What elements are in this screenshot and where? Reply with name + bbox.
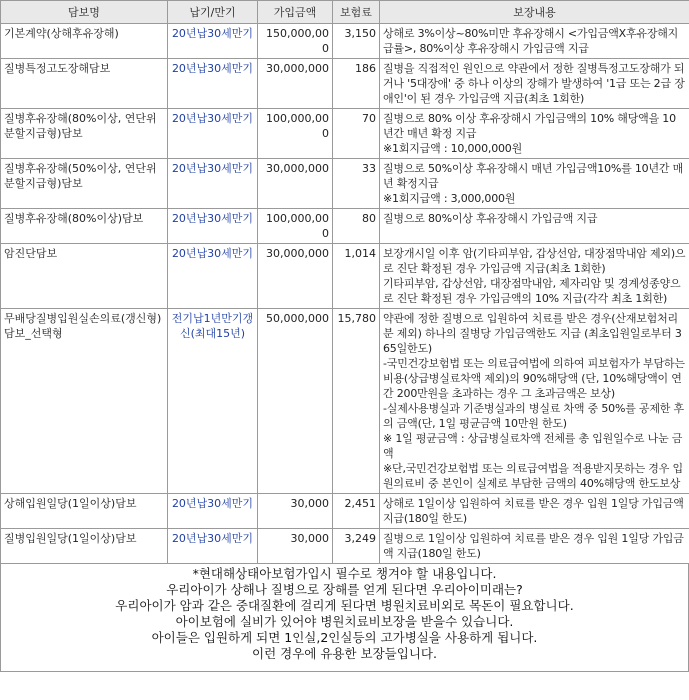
notice-box — [0, 564, 689, 672]
detail-line: 상해로 3%이상~80%미만 후유장해시 <가입금액X후유장해지급률>, 80%이상 후유장해시 가입금액 지급 — [383, 27, 679, 55]
coverage-name: 기본계약(상해후유장해) — [1, 24, 168, 59]
payment-term: 20년납30세만기 — [168, 109, 258, 159]
premium: 33 — [333, 159, 380, 209]
table-row — [1, 159, 689, 209]
coverage-detail — [380, 244, 689, 309]
coverage-name: 상해입원일당(1일이상)담보 — [1, 494, 168, 529]
insured-amount: 150,000,000 — [258, 24, 333, 59]
premium: 186 — [333, 59, 380, 109]
detail-line: 상해로 1일이상 입원하여 치료를 받은 경우 입원 1일당 가입금액 지급(180일 한도) — [383, 497, 684, 525]
insured-amount: 30,000 — [258, 529, 333, 564]
detail-line: 질병으로 80% 이상 후유장해시 가입금액의 10% 해당액을 10년간 매년 확정 지급 — [383, 112, 676, 140]
detail-line: ※1회지급액 : 3,000,000원 — [383, 192, 516, 205]
header-detail: 보장내용 — [380, 1, 689, 24]
premium: 80 — [333, 209, 380, 244]
table-row — [1, 109, 689, 159]
header-name: 담보명 — [1, 1, 168, 24]
coverage-name: 질병후유장해(80%이상, 연단위분할지급형)담보 — [1, 109, 168, 159]
coverage-name: 암진단담보 — [1, 244, 168, 309]
notice-line: 아이들은 입원하게 되면 1인실,2인실등의 고가병실을 사용하게 됩니다. — [151, 630, 538, 645]
premium: 70 — [333, 109, 380, 159]
detail-line: ※1회지급액 : 10,000,000원 — [383, 142, 523, 155]
table-header-row — [1, 1, 689, 24]
table-row — [1, 209, 689, 244]
table-row — [1, 244, 689, 309]
coverage-name: 질병후유장해(50%이상, 연단위분할지급형)담보 — [1, 159, 168, 209]
coverage-detail — [380, 24, 689, 59]
insured-amount: 30,000 — [258, 494, 333, 529]
coverage-detail — [380, 529, 689, 564]
detail-line: ※단,국민건강보험법 또는 의료급여법을 적용받지못하는 경우 입원의료비 중 본인이 실제로 부담한 금액의 40%해당액 한도보상 — [383, 462, 683, 490]
notice-line: *현대해상태아보험가입시 필수로 챙겨야 할 내용입니다. — [192, 566, 497, 581]
detail-line: 질병으로 50%이상 후유장해시 매년 가입금액10%를 10년간 매년 확정지급 — [383, 162, 684, 190]
detail-line: 질병으로 1일이상 입원하여 치료를 받은 경우 입원 1일당 가입금액 지급(180일 한도) — [383, 532, 684, 560]
header-term: 납기/만기 — [168, 1, 258, 24]
coverage-name: 질병특정고도장해담보 — [1, 59, 168, 109]
header-premium: 보험료 — [333, 1, 380, 24]
payment-term: 20년납30세만기 — [168, 59, 258, 109]
detail-line: ※ 1일 평균금액 : 상급병실료차액 전체를 총 입원일수로 나눈 금액 — [383, 432, 683, 460]
coverage-name: 질병후유장해(80%이상)담보 — [1, 209, 168, 244]
coverage-detail — [380, 209, 689, 244]
premium: 3,150 — [333, 24, 380, 59]
insured-amount: 30,000,000 — [258, 59, 333, 109]
detail-line: 보장개시일 이후 암(기타피부암, 갑상선암, 대장점막내암 제외)으로 진단 확정된 경우 가입금액 지급(최초 1회한) — [383, 247, 686, 275]
table-row — [1, 309, 689, 494]
coverage-name: 무배당질병입원실손의료(갱신형)담보_선택형 — [1, 309, 168, 494]
table-row — [1, 24, 689, 59]
table-row — [1, 529, 689, 564]
payment-term: 20년납30세만기 — [168, 494, 258, 529]
detail-line: 질병으로 80%이상 후유장해시 가입금액 지급 — [383, 212, 598, 225]
header-amount: 가입금액 — [258, 1, 333, 24]
payment-term: 20년납30세만기 — [168, 24, 258, 59]
notice-line: 이런 경우에 유용한 보장들입니다. — [252, 646, 437, 661]
detail-line: -실제사용병실과 기준병실과의 병실료 차액 중 50%를 공제한 후의 금액(단, 1일 평균금액 10만원 한도) — [383, 402, 684, 430]
detail-line: 약관에 정한 질병으로 입원하여 치료를 받은 경우(산재보험처리분 제외) 하나의 질병당 가입금액한도 지급 (최초입원일로부터 365일한도) — [383, 312, 682, 355]
premium: 15,780 — [333, 309, 380, 494]
detail-line: -국민건강보험법 또는 의료급여법에 의하여 피보험자가 부담하는 비용(상급병실료차액 제외)의 90%해당액 (단, 10%해당액이 연간 200만원을 초과하는 경우 그 초과금액은 보상) — [383, 357, 685, 400]
table-row — [1, 494, 689, 529]
insured-amount: 30,000,000 — [258, 159, 333, 209]
payment-term: 20년납30세만기 — [168, 244, 258, 309]
payment-term: 전기납1년만기갱신(최대15년) — [168, 309, 258, 494]
notice-line: 우리아이가 상해나 질병으로 장해를 얻게 된다면 우리아이미래는? — [166, 582, 523, 597]
coverage-detail — [380, 494, 689, 529]
coverage-name: 질병입원일당(1일이상)담보 — [1, 529, 168, 564]
notice-line: 우리아이가 암과 같은 중대질환에 걸리게 된다면 병원치료비외로 목돈이 필요합니다. — [115, 598, 574, 613]
detail-line: 질병을 직접적인 원인으로 약관에서 정한 질병특정고도장해가 되거나 '5대장애' 중 하나 이상의 장해가 발생하여 '1급 또는 2급 장애인'이 된 경우 가입금액 지급(최초 1회한) — [383, 62, 685, 105]
notice-line: 아이보험에 실비가 있어야 병원치료비보장을 받을수 있습니다. — [175, 614, 514, 629]
premium: 1,014 — [333, 244, 380, 309]
table-body — [1, 24, 689, 564]
payment-term: 20년납30세만기 — [168, 159, 258, 209]
insured-amount: 50,000,000 — [258, 309, 333, 494]
premium: 3,249 — [333, 529, 380, 564]
insured-amount: 30,000,000 — [258, 244, 333, 309]
coverage-detail — [380, 59, 689, 109]
insured-amount: 100,000,000 — [258, 209, 333, 244]
detail-line: 기타피부암, 갑상선암, 대장점막내암, 제자리암 및 경계성종양으로 진단 확정된 경우 가입금액의 10% 지급(각각 최초 1회한) — [383, 277, 681, 305]
coverage-detail — [380, 109, 689, 159]
insured-amount: 100,000,000 — [258, 109, 333, 159]
table-row — [1, 59, 689, 109]
premium: 2,451 — [333, 494, 380, 529]
coverage-detail — [380, 159, 689, 209]
coverage-detail — [380, 309, 689, 494]
payment-term: 20년납30세만기 — [168, 529, 258, 564]
payment-term: 20년납30세만기 — [168, 209, 258, 244]
